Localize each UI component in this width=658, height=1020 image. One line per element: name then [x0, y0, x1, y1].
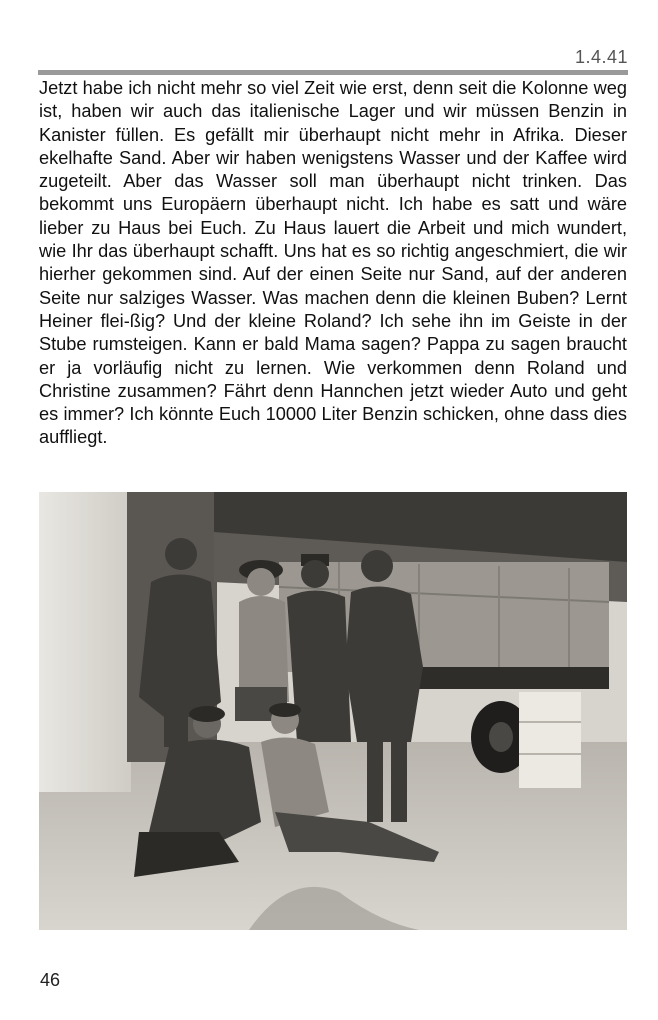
header-divider	[38, 70, 628, 75]
letter-date: 1.4.41	[574, 47, 628, 67]
letter-text: Jetzt habe ich nicht mehr so viel Zeit wie erst, denn seit die Kolonne weg ist, haben wir auch das italienische Lager und wir müssen Benzin in Kanister füllen. Es gefällt mir überhaupt nicht mehr in Afrika. Dieser ekelhafte Sand. Aber wir haben wenigstens Wasser und der Kaffee wird zugeteilt. Aber das Wasser soll man überhaupt nicht trinken. Das bekommt uns Europäern überhaupt nicht. Ich habe es satt und wäre lieber zu Haus bei Euch. Zu Haus lauert die Arbeit und mich wundert, wie Ihr das überhaupt schafft. Uns hat es so richtig angeschmiert, die wir hierher gekommen sind. Auf der einen Seite nur Sand, auf der anderen Seite nur salziges Wasser. Was machen denn die kleinen Buben? Lernt Heiner flei-ßig? Und der kleine Roland? Ich sehe ihn im Geiste in der Stube rumsteigen. Kann er bald Mama sagen? Pappa zu sagen braucht er ja vorläufig nicht zu lernen. Wie verkommen denn Roland und Christine zusammen? Fährt denn Hannchen jetzt wieder Auto und geht es immer? Ich könnte Euch 10000 Liter Benzin schicken, ohne dass dies auffliegt.	[39, 78, 627, 448]
group-photo	[39, 492, 627, 930]
page-number: 46	[40, 970, 61, 990]
